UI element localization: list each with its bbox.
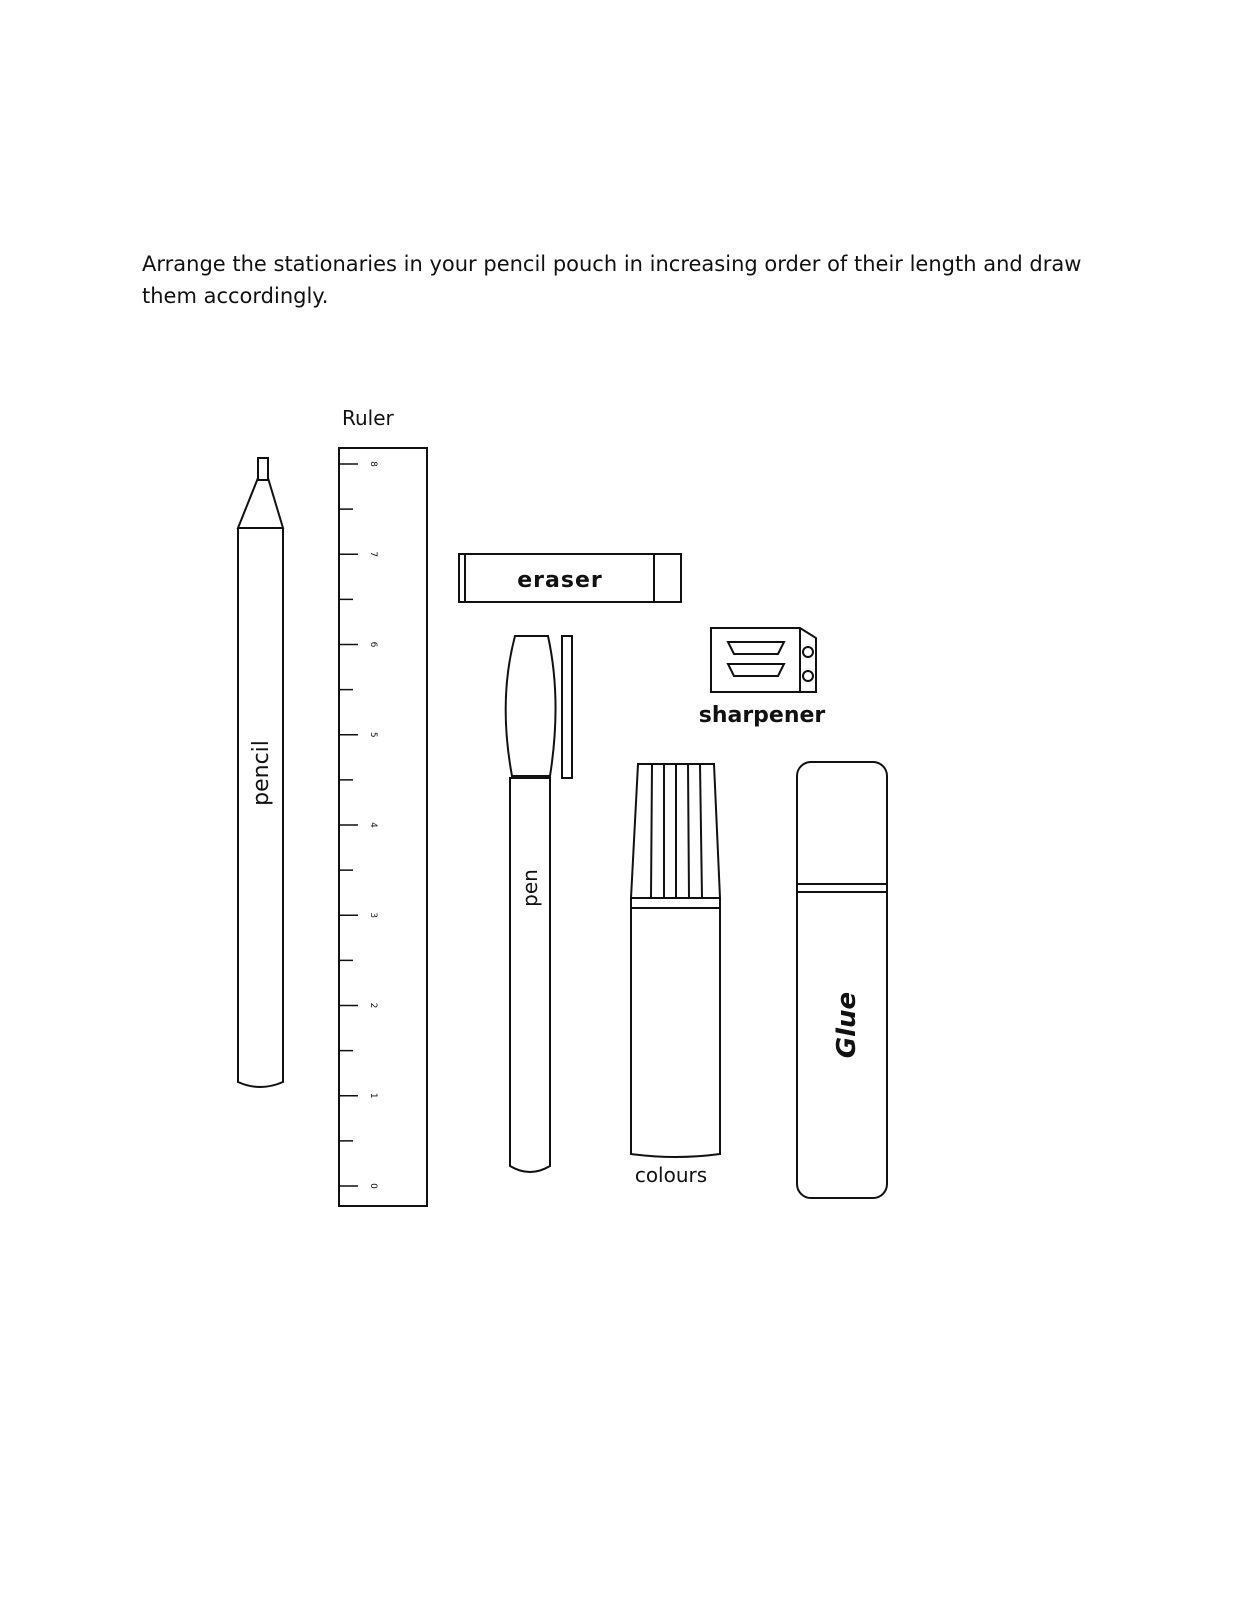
instruction-text: Arrange the stationaries in your pencil pouch in increasing order of their length and draw them accordingly.	[142, 252, 1082, 308]
ruler-tick-label: 7	[368, 551, 378, 558]
ruler-tick-label: 6	[368, 641, 378, 648]
ruler-tick-label: 1	[368, 1092, 378, 1099]
sharpener-drawing	[699, 628, 826, 728]
ruler-drawing	[339, 406, 427, 1206]
pencil-drawing	[238, 458, 283, 1087]
sharpener-label: sharpener	[698, 703, 826, 728]
eraser-drawing	[459, 554, 681, 602]
ruler-tick-label: 0	[368, 1183, 378, 1189]
glue-label: Glue	[832, 991, 862, 1059]
pen-label: pen	[518, 869, 542, 907]
ruler-label: Ruler	[342, 406, 394, 430]
ruler-tick-label: 5	[368, 731, 378, 738]
ruler-tick-label: 4	[368, 822, 378, 828]
pencil-label: pencil	[249, 740, 274, 806]
colours-label: colours	[634, 1163, 708, 1187]
glue-drawing	[797, 762, 887, 1198]
colours-drawing	[631, 764, 720, 1187]
ruler-tick-label: 2	[368, 1002, 378, 1009]
eraser-label: eraser	[517, 568, 603, 593]
ruler-tick-label: 8	[368, 461, 378, 467]
ruler-tick-label: 3	[368, 912, 378, 919]
pen-drawing	[506, 636, 572, 1172]
